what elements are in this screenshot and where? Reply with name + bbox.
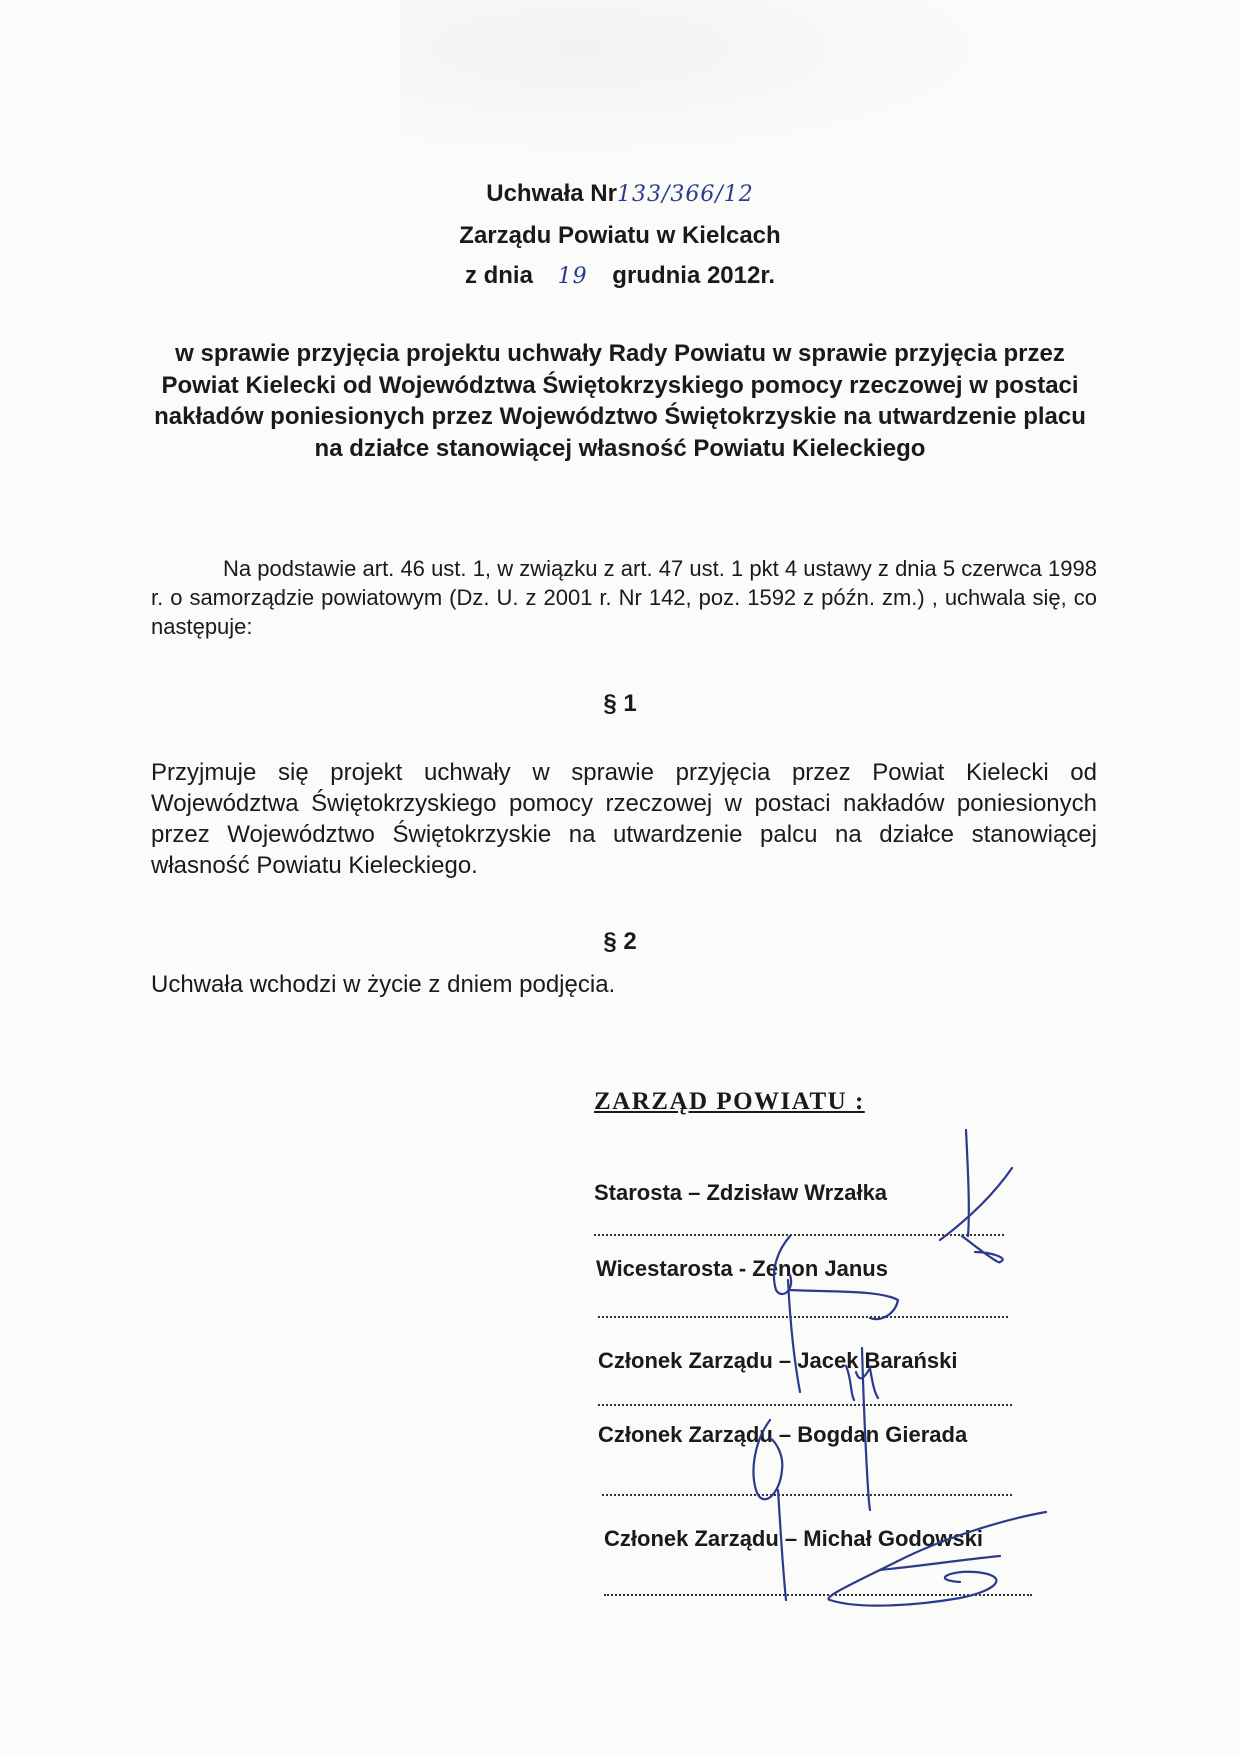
handwritten-day: 19 (557, 264, 588, 289)
handwritten-resolution-number: 133/366/12 (616, 182, 754, 207)
date-suffix: grudnia 2012r. (612, 262, 776, 289)
legal-basis-paragraph: Na podstawie art. 46 ust. 1, w związku z art. 47 ust. 1 pkt 4 ustawy z dnia 5 czerwca 1998 r. o samorządzie powiatowym (Dz. U. z 2001 r. Nr 142, poz. 1592 z późn. zm.) , uchwala się, co następuje: (151, 556, 1097, 639)
section-1-text: Przyjmuje się projekt uchwały w sprawie przyjęcia przez Powiat Kielecki od Województwa Świętokrzyskiego pomocy rzeczowej w postaci nakładów poniesionych przez Województwo Świętokrzyskie na utwardzenie palcu na działce stanowiącej własność Powiatu Kieleckiego. (151, 759, 1097, 879)
section-2-mark: § 2 (603, 928, 637, 955)
resolution-subject: w sprawie przyjęcia projektu uchwały Rady Powiatu w sprawie przyjęcia przez Powiat Kielecki od Województwa Świętokrzyskiego pomocy rzeczowej w postaci nakładów poniesionych przez Województwo Świętokrzyskie na utwardzenie placu na działce stanowiącej własność Powiatu Kieleckiego (154, 340, 1086, 462)
member-board-2: Członek Zarządu – Bogdan Gierada (598, 1422, 968, 1447)
member-starosta: Starosta – Zdzisław Wrzałka (594, 1180, 888, 1205)
signature-gierada (754, 1420, 786, 1600)
board-title: ZARZĄD POWIATU : (594, 1088, 865, 1115)
member-board-3: Członek Zarządu – Michał Godowski (604, 1526, 983, 1551)
date-prefix: z dnia (464, 262, 533, 289)
title-prefix: Uchwała Nr (486, 180, 617, 207)
signature-starosta (940, 1130, 1012, 1262)
section-2-text: Uchwała wchodzi w życie z dniem podjęcia. (151, 971, 616, 998)
member-board-1: Członek Zarządu – Jacek Barański (598, 1348, 958, 1373)
member-wicestarosta: Wicestarosta - Zenon Janus (596, 1256, 888, 1281)
signature-godowski (828, 1512, 1046, 1606)
section-1-mark: § 1 (603, 690, 637, 717)
signature-wicestarosta (774, 1236, 898, 1392)
signature-barański (846, 1348, 878, 1510)
issuer-line: Zarządu Powiatu w Kielcach (459, 222, 781, 249)
